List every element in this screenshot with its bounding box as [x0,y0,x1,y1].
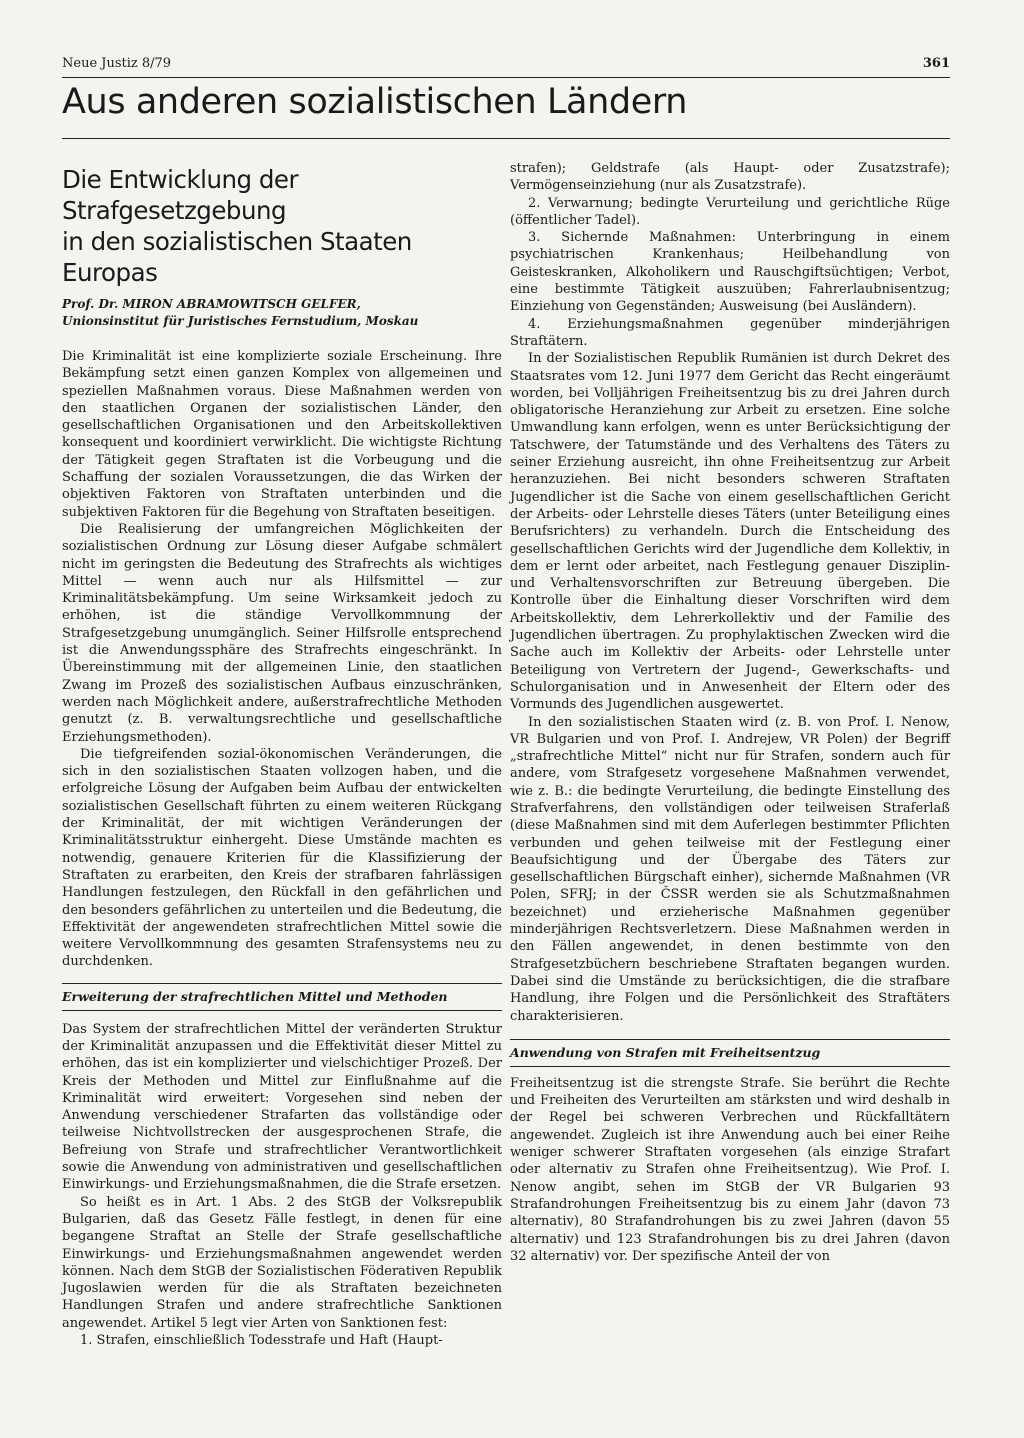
author-byline [62,296,502,330]
article-title-line1: Die Entwicklung der Strafgesetzgebung [62,165,299,225]
subheading: Erweiterung der strafrechtlichen Mittel und Methoden [62,983,502,1011]
article-title [62,164,502,288]
paragraph: So heißt es in Art. 1 Abs. 2 des StGB der Volksrepublik Bulgarien, daß das Gesetz Fälle festlegt, in denen für eine begangene Straftat an Stelle der Strafe gesellschaftliche Einwirkungs- und Erziehungsmaßnahmen angewendet werden können. Nach dem StGB der Sozialistischen Föderativen Republik Jugoslawien werden für die als Straftaten bezeichneten Handlungen Strafen und andere strafrechtliche Sanktionen angewendet. Artikel 5 legt vier Arten von Sanktionen fest: [62,1194,502,1331]
paragraph: Die tiefgreifenden sozial-ökonomischen Veränderungen, die sich in den sozialistischen Staaten vollzogen haben, und die erfolgreiche Lösung der Aufgaben beim Aufbau der entwickelten sozialistischen Gesellschaft führten zu einem weiteren Rückgang der Kriminalität, der mit wichtigen Veränderungen der Kriminalitätsstruktur einhergeht. Diese Umstände machten es notwendig, genauere Kriterien für die Klassifizierung der Straftaten zu erarbeiten, den Kreis der strafbaren fahrlässigen Handlungen festzulegen, den Rückfall in den gefährlichen und den besonders gefährlichen zu unterteilen und die Bedeutung, die Effektivität der angewendeten strafrechtlichen Mittel sowie die weitere Vervollkommnung des gesamten Strafensystems neu zu durchdenken. [62,746,502,970]
paragraph: 3. Sichernde Maßnahmen: Unterbringung in einem psychiatrischen Krankenhaus; Heilbehandlung von Geisteskranken, Alkoholikern und Rauschgiftsüchtigen; Verbot, eine bestimmte Tätigkeit auszuüben; Fahrerlaubnisentzug; Einziehung von Gegenständen; Ausweisung (bei Ausländern). [510,230,950,315]
paragraph: Das System der strafrechtlichen Mittel der veränderten Struktur der Kriminalität anzupassen und die Effektivität dieser Mittel zu erhöhen, das ist ein komplizierter und vielschichtiger Prozeß. Der Kreis der Methoden und Mittel zur Einflußnahme auf die Kriminalität wird erweitert: Vorgesehen sind neben der Anwendung verschiedener Strafarten das vollständige oder teilweise Nichtvollstrecken der ausgesprochenen Strafe, die Befreiung von Strafe und strafrechtlicher Verantwortlichkeit sowie die Anwendung von administrativen und gesellschaftlichen Einwirkungs- und Erziehungsmaßnahmen, die die Strafe ersetzen. [62,1021,502,1193]
header-rule [62,77,950,78]
left-column [62,158,502,1349]
author-name: Prof. Dr. MIRON ABRAMOWITSCH GELFER, [62,297,361,311]
page-number: 361 [922,56,950,71]
subheading: Anwendung von Strafen mit Freiheitsentzug [510,1039,950,1067]
paragraph: Die Kriminalität ist eine komplizierte soziale Erscheinung. Ihre Bekämpfung setzt einen ganzen Komplex von allgemeinen und speziellen Maßnahmen voraus. Diese Maßnahmen werden von den staatlichen Organen der sozialistischen Länder, den gesellschaftlichen Organisationen und den Arbeitskollektiven konsequent und koordiniert verwirklicht. Die wichtigste Richtung der Tätigkeit gegen Straftaten ist die Vorbeugung und die Schaffung der sozialen Voraussetzungen, die das Wirken der objektiven Faktoren von Straftaten unterbinden und die subjektiven Faktoren für die Begehung von Straftaten beseitigen. [62,349,502,520]
running-head [62,56,950,76]
right-column [510,160,950,1265]
author-affiliation: Unionsinstitut für Juristisches Fernstudium, Moskau [62,314,419,328]
paragraph: Freiheitsentzug ist die strengste Strafe. Sie berührt die Rechte und Freiheiten des Verurteilten am stärksten und wird deshalb in der Regel bei schweren Verbrechen und Rückfalltätern angewendet. Zugleich ist ihre Anwendung auch bei einer Reihe weniger schwerer Straftaten vorgesehen (als einzige Strafart oder alternativ zu Strafen ohne Freiheitsentzug). Wie Prof. I. Nenow angibt, sehen im StGB der VR Bulgarien 93 Strafandrohungen Freiheitsentzug bis zu einem Jahr (davon 73 alternativ), 80 Strafandrohungen bis zu zwei Jahren (davon 55 alternativ) und 123 Strafandrohungen bis zu drei Jahren (davon 32 alternativ) vor. Der spezifische Anteil der von [510,1075,950,1264]
paragraph: In den sozialistischen Staaten wird (z. B. von Prof. I. Nenow, VR Bulgarien und von Prof. I. Andrejew, VR Polen) der Begriff „strafrechtliche Mittel“ nicht nur für Strafen, sondern auch für andere, vom Strafgesetz vorgesehene Maßnahmen verwendet, wie z. B.: die bedingte Verurteilung, die bedingte Einstellung des Strafverfahrens, den vollständigen oder teilweisen Straferlaß (diese Maßnahmen sind mit dem Auferlegen bestimmter Pflichten verbunden und gehen teilweise mit der Festlegung einer Beaufsichtigung und der Übergabe des Täters zur gesellschaftlichen Bürgschaft einher), sichernde Maßnahmen (VR Polen, SFRJ; in der ČSSR werden sie als Schutzmaßnahmen bezeichnet) und erzieherische Maßnahmen gegenüber minderjährigen Rechtsverletzern. Diese Maßnahmen werden in den Fällen angewendet, in denen bestimmte von den Strafgesetzbüchern beschriebene Straftaten begangen wurden. Dabei sind die Umstände zu berücksichtigen, die die strafbare Handlung, ihre Folgen und die Persönlichkeit des Straftäters charakterisieren. [510,714,950,1024]
paragraph: 1. Strafen, einschließlich Todesstrafe und Haft (Haupt- [80,1333,443,1349]
paragraph: 4. Erziehungsmaßnahmen gegenüber minderjährigen Straftätern. [510,316,950,349]
journal-issue: Neue Justiz 8/79 [62,56,172,71]
paragraph: 2. Verwarnung; bedingte Verurteilung und gerichtliche Rüge (öffentlicher Tadel). [510,195,950,228]
paragraph: In der Sozialistischen Republik Rumänien ist durch Dekret des Staatsrates vom 12. Juni 1977 dem Gericht das Recht eingeräumt worden, bei Volljährigen Freiheitsentzug bis zu drei Jahren durch obligatorische Heranziehung zur Arbeit zu ersetzen. Eine solche Umwandlung kann erfolgen, wenn es unter Berücksichtigung der Tatschwere, der Tatumstände und des Verhaltens des Täters zu seiner Erziehung ausreicht, ihn ohne Freiheitsentzug zur Arbeit heranzuziehen. Bei nicht besonders schweren Straftaten Jugendlicher ist die Sache von einem gesellschaftlichen Gericht der Arbeits- oder Lehrstelle dieses Täters (unter Beteiligung eines Berufsrichters) zu verhandeln. Durch die Entscheidung des gesellschaftlichen Gerichts wird der Jugendliche dem Kollektiv, in dem er lernt oder arbeitet, nach Festlegung genauer Disziplin- und Verhaltensvorschriften zur Betreuung übergeben. Die Kontrolle über die Einhaltung dieser Vorschriften wird dem Arbeitskollektiv, dem Lehrerkollektiv und der Familie des Jugendlichen übertragen. Zu prophylaktischen Zwecken wird die Sache auch im Kollektiv der Arbeits- oder Lehrstelle unter Beteiligung von Vertretern der Jugend-, Gewerkschafts- und Schulorganisation und in Anwesenheit der Eltern oder des Vormunds des Jugendlichen ausgewertet. [510,351,950,713]
article-title-line2: in den sozialistischen Staaten Europas [62,227,412,287]
paragraph: Die Realisierung der umfangreichen Möglichkeiten der sozialistischen Ordnung zur Lösung dieser Aufgabe schmälert nicht im geringsten die Bedeutung des Strafrechts als wichtiges Mittel — wenn auch nur als Hilfsmittel — zur Kriminalitätsbekämpfung. Um seine Wirksamkeit jedoch zu erhöhen, ist die ständige Vervollkommnung der Strafgesetzgebung unumgänglich. Seiner Hilfsrolle entsprechend ist die Anwendungssphäre des Strafrechts eingeschränkt. In Übereinstimmung mit der allgemeinen Linie, den staatlichen Zwang im Prozeß des sozialistischen Aufbaus einzuschränken, werden nach Möglichkeit andere, außerstrafrechtliche Methoden genutzt (z. B. verwaltungsrechtliche und gesellschaftliche Erziehungsmethoden). [62,521,502,745]
paragraph: strafen); Geldstrafe (als Haupt- oder Zusatzstrafe); Vermögenseinziehung (nur als Zusatzstrafe). [510,161,950,194]
section-rule [62,138,950,139]
section-title: Aus anderen sozialistischen Ländern [62,82,687,122]
